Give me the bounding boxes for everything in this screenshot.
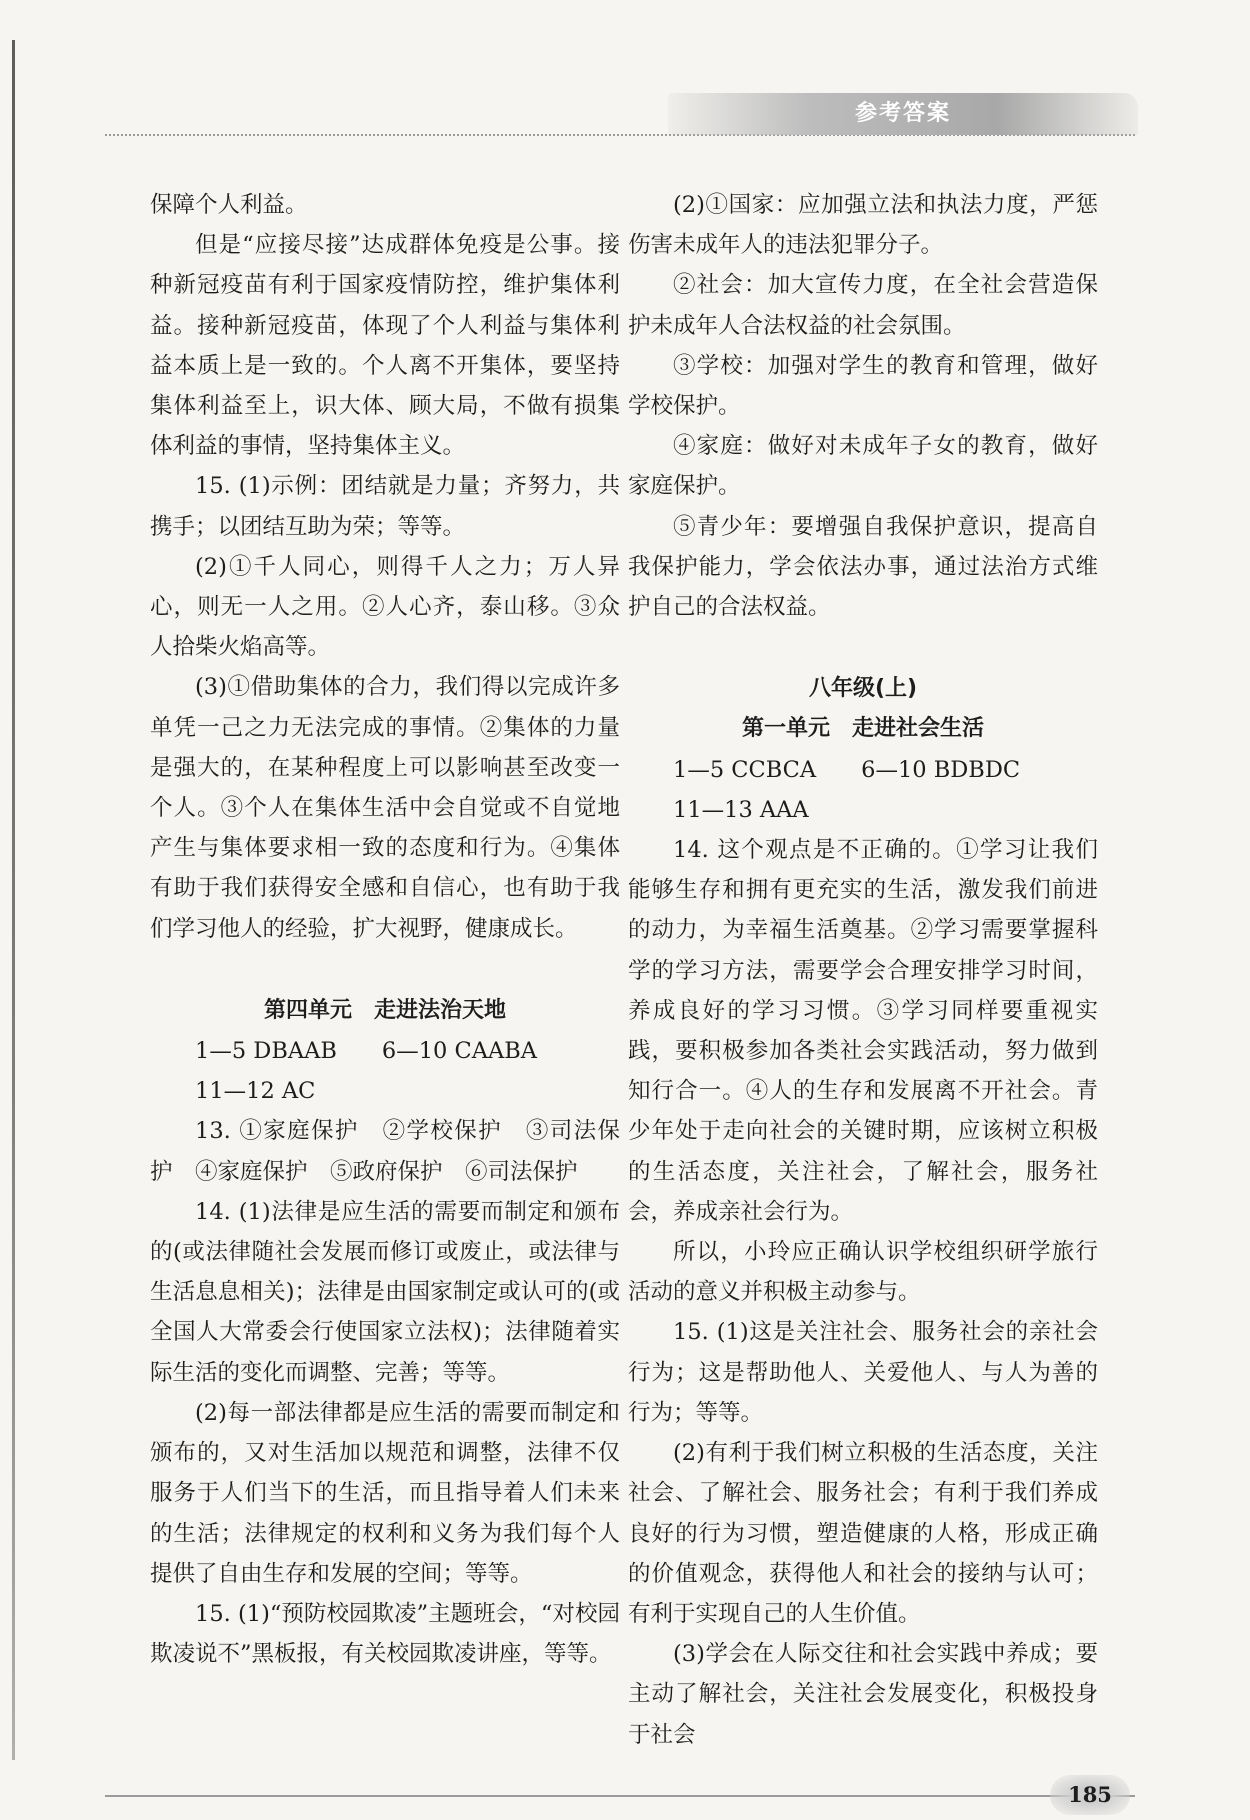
page-edge-shadow <box>12 40 15 1760</box>
page-number: 185 <box>1050 1775 1130 1815</box>
right-paragraph: (2)①国家：应加强立法和执法力度，严惩伤害未成年人的违法犯罪分子。 <box>628 192 1098 259</box>
left-paragraph: 1—5 DBAAB 6—10 CAABA <box>195 1038 537 1065</box>
right-paragraph: 15. (1)这是关注社会、服务社会的亲社会行为；这是帮助他人、关爱他人、与人为善的行为；等等。 <box>628 1319 1098 1426</box>
right-paragraph: 14. 这个观点是不正确的。①学习让我们能够生存和拥有更充实的生活，激发我们前进的动力，为幸福生活奠基。②学习需要掌握科学的学习方法，需要学会合理安排学习时间，养成良好的学习习惯。③学习同样要重视实践，要积极参加各类社会实践活动，努力做到知行合一。④人的生存和发展离不开社会。青少年处于走向社会的关键时期，应该树立积极的生活态度，关注社会，了解社会，服务社会，养成亲社会行为。 <box>628 837 1098 1225</box>
right-paragraph: 所以，小玲应正确认识学校组织研学旅行活动的意义并积极主动参与。 <box>628 1239 1098 1306</box>
left-paragraph: (2)每一部法律都是应生活的需要而制定和颁布的，又对生活加以规范和调整，法律不仅服务于人们当下的生活，而且指导着人们未来的生活；法律规定的权利和义务为我们每个人提供了自由生存和发展的空间；等等。 <box>150 1399 620 1587</box>
left-paragraph: 但是“应接尽接”达成群体免疫是公事。接种新冠疫苗有利于国家疫情防控，维护集体利益。接种新冠疫苗，体现了个人利益与集体利益本质上是一致的。个人离不开集体，要坚持集体利益至上，识大体、顾大局，不做有损集体利益的事情，坚持集体主义。 <box>150 232 620 460</box>
right-paragraph: ③学校：加强对学生的教育和管理，做好学校保护。 <box>628 352 1098 420</box>
left-paragraph: 15. (1)示例：团结就是力量；齐努力，共携手；以团结互助为荣；等等。 <box>150 473 620 540</box>
header-tab <box>668 93 1138 135</box>
right-column <box>628 185 1098 1755</box>
right-paragraph: 1—5 CCBCA 6—10 BDBDC <box>673 756 1021 783</box>
left-paragraph: (3)①借助集体的合力，我们得以完成许多单凭一己之力无法完成的事情。②集体的力量是强大的，在某种程度上可以影响甚至改变一个人。③个人在集体生活中会自觉或不自觉地产生与集体要求相一致的态度和行为。④集体有助于我们获得安全感和自信心，也有助于我们学习他人的经验，扩大视野，健康成长。 <box>150 674 620 942</box>
grade-heading: 八年级(上) <box>808 676 918 702</box>
right-paragraph: (3)学会在人际交往和社会实践中养成；要主动了解社会，关注社会发展变化，积极投身于社会 <box>628 1641 1098 1748</box>
footer-divider <box>105 1795 1135 1797</box>
right-paragraph: ②社会：加大宣传力度，在全社会营造保护未成年人合法权益的社会氛围。 <box>628 272 1098 339</box>
right-paragraph: ④家庭：做好对未成年子女的教育，做好家庭保护。 <box>628 433 1098 500</box>
left-paragraph: 保障个人利益。 <box>150 192 308 218</box>
left-paragraph: (2)①千人同心，则得千人之力；万人异心，则无一人之用。②人心齐，泰山移。③众人拾柴火焰高等。 <box>150 553 620 661</box>
left-column <box>150 185 620 1674</box>
right-paragraph: ⑤青少年：要增强自我保护意识，提高自我保护能力，学会依法办事，通过法治方式维护自己的合法权益。 <box>628 513 1098 621</box>
unit1-heading: 第一单元 走进社会生活 <box>741 716 984 742</box>
left-paragraph: 11—12 AC <box>195 1078 316 1105</box>
left-paragraph: 13. ①家庭保护 ②学校保护 ③司法保护 ④家庭保护 ⑤政府保护 ⑥司法保护 <box>150 1118 620 1185</box>
left-paragraph: 15. (1)“预防校园欺凌”主题班会，“对校园欺凌说不”黑板报，有关校园欺凌讲座，等等。 <box>150 1600 620 1668</box>
unit4-heading: 第四单元 走进法治天地 <box>263 997 506 1023</box>
left-paragraph: 14. (1)法律是应生活的需要而制定和颁布的(或法律随社会发展而修订或废止，或法律与生活息息相关)；法律是由国家制定或认可的(或全国人大常委会行使国家立法权)；法律随着实际生活的变化而调整、完善；等等。 <box>150 1198 620 1386</box>
right-paragraph: (2)有利于我们树立积极的生活态度，关注社会、了解社会、服务社会；有利于我们养成良好的行为习惯，塑造健康的人格，形成正确的价值观念，获得他人和社会的接纳与认可；有利于实现自己的人生价值。 <box>628 1440 1098 1627</box>
right-paragraph: 11—13 AAA <box>673 796 809 823</box>
header-tab-label: 参考答案 <box>854 101 951 126</box>
